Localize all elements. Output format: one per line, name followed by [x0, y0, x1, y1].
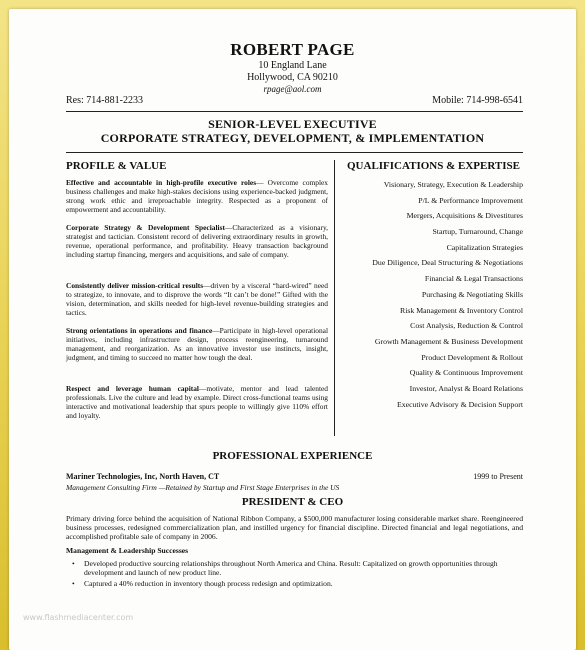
- qualification-item: Risk Management & Inventory Control: [400, 305, 523, 315]
- qualification-item: Due Diligence, Deal Structuring & Negotiations: [372, 258, 523, 268]
- profile-paragraph: [66, 385, 328, 421]
- job-title: PRESIDENT & CEO: [241, 496, 344, 508]
- headline-subtitle: CORPORATE STRATEGY, DEVELOPMENT, & IMPLEMENTATION: [100, 131, 485, 145]
- qualifications-heading: QUALIFICATIONS & EXPERTISE: [347, 160, 520, 172]
- address-line-2: Hollywood, CA 90210: [247, 72, 338, 83]
- qualification-item: P/L & Performance Improvement: [418, 195, 523, 205]
- qualification-item: Financial & Legal Transactions: [424, 274, 523, 284]
- experience-heading: PROFESSIONAL EXPERIENCE: [212, 450, 373, 462]
- watermark: www.flashmediacenter.com: [23, 613, 134, 622]
- header-divider: [66, 111, 523, 112]
- email-address: rpage@aol.com: [263, 84, 322, 94]
- qualification-item: Cost Analysis, Reduction & Control: [410, 321, 523, 331]
- bullet-icon: •: [72, 579, 75, 589]
- bullet-text: Captured a 40% reduction in inventory though process redesign and optimization.: [84, 579, 333, 589]
- qualification-item: Growth Management & Business Development: [374, 336, 523, 346]
- profile-lead: Strong orientations in operations and finance: [66, 326, 213, 335]
- firm-description: Management Consulting Firm —Retained by Startup and First Stage Enterprises in the US: [66, 483, 340, 492]
- residence-phone: Res: 714-881-2233: [66, 95, 143, 106]
- qualification-item: Mergers, Acquisitions & Divestitures: [406, 211, 523, 221]
- company-name: Mariner Technologies, Inc, North Haven, CT: [66, 472, 220, 481]
- mobile-phone: Mobile: 714-998-6541: [432, 95, 523, 106]
- list-item: [66, 559, 523, 577]
- qualification-item: Product Development & Rollout: [421, 352, 523, 362]
- qualification-item: Purchasing & Negotiating Skills: [421, 289, 523, 299]
- headline-divider: [66, 152, 523, 153]
- profile-paragraph: [66, 224, 328, 260]
- profile-paragraph: [66, 282, 328, 318]
- list-item: [66, 579, 523, 588]
- profile-lead: Effective and accountable in high-profile executive roles: [66, 178, 257, 187]
- qualifications-list: [313, 177, 523, 412]
- bullet-text: Developed productive sourcing relationships throughout North America and China. Result: Capitalized on growth opportunities through development and launch of new product line.: [84, 559, 498, 578]
- profile-text: —Characterized as a visionary, strategist and tactician. Consistent record of delivering extraordinary results in growth, revenue, operational performance, and profitability. Heavy transaction background including startup financing, mergers and acquisitions, and sale of company.: [66, 223, 329, 259]
- qualification-item: Visionary, Strategy, Execution & Leadership: [383, 180, 523, 189]
- qualification-item: Executive Advisory & Decision Support: [396, 399, 523, 409]
- bullet-icon: •: [72, 559, 75, 568]
- profile-paragraph: [66, 179, 328, 215]
- profile-paragraph: [66, 327, 328, 363]
- profile-text: —Participate in high-level operational initiatives, including infrastructure design, process reengineering, turnaround management, and reorganization. As an innovative investor use instincts, insight, judgment, and timing to succeed no matter how tough the deal.: [66, 326, 328, 362]
- profile-text: — Overcome complex business challenges and make high-stakes decisions using experience-backed judgment, strong work ethic and irreproachable integrity. Respected as a proponent of empowerment and accountability.: [66, 178, 328, 214]
- resume-document: [9, 9, 576, 650]
- profile-lead: Corporate Strategy & Development Specialist: [66, 223, 225, 232]
- headline-title: SENIOR-LEVEL EXECUTIVE: [208, 117, 377, 131]
- successes-subheading: Management & Leadership Successes: [66, 546, 189, 555]
- qualification-item: Capitalization Strategies: [446, 242, 523, 252]
- profile-lead: Respect and leverage human capital: [66, 384, 199, 393]
- employment-dates: 1999 to Present: [473, 472, 523, 481]
- profile-text: —driven by a visceral “hard-wired” need to strategize, to innovate, and to disprove the words “It can’t be done!” Gifted with the vision, determination, and skills needed for high-level revenue-building strategies and tactics.: [66, 281, 329, 317]
- successes-list: [66, 559, 523, 591]
- qualification-item: Investor, Analyst & Board Relations: [409, 383, 523, 393]
- profile-lead: Consistently deliver mission-critical results: [66, 281, 204, 290]
- qualification-item: Quality & Continuous Improvement: [409, 368, 523, 378]
- candidate-name: ROBERT PAGE: [230, 40, 355, 59]
- qualification-item: Startup, Turnaround, Change: [432, 227, 523, 237]
- job-summary: Primary driving force behind the acquisition of National Ribbon Company, a $500,000 manufacturer losing considerable market share. Reengineered business processes, redesigned commercialization plan, and instilled urgency for financial discipline. Directed financial and legal negotiations, and accomplished profitable sale of company in 2006.: [66, 514, 523, 542]
- profile-text: —motivate, mentor and lead talented professionals. Live the culture and lead by example. Direct cross-functional teams using interactive and motivational leadership that spurs people to willingly give 110% effort and loyalty.: [66, 384, 328, 420]
- profile-heading: PROFILE & VALUE: [66, 160, 167, 172]
- address-line-1: 10 England Lane: [258, 60, 327, 71]
